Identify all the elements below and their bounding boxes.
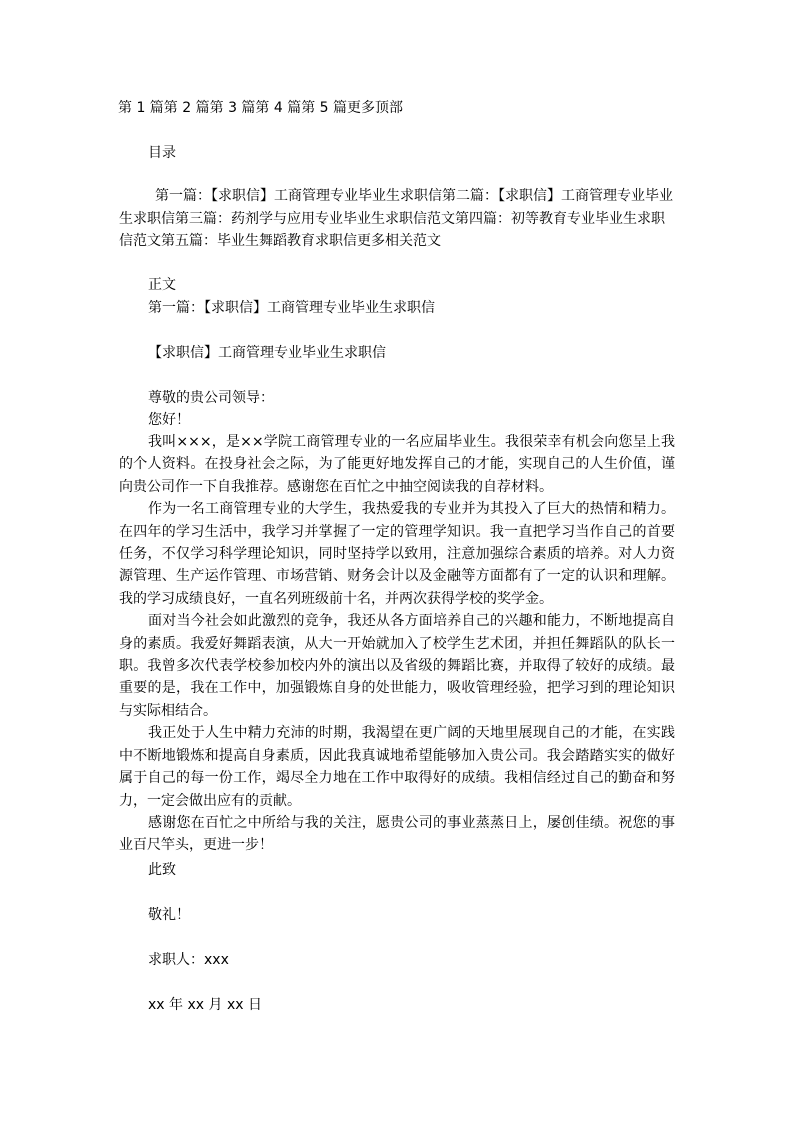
letter-closing: 此致 [148, 862, 176, 878]
letter-title: 【求职信】工商管理专业毕业生求职信 [148, 345, 386, 361]
toc-entries-text: 第一篇：【求职信】工商管理专业毕业生求职信第二篇：【求职信】工商管理专业毕业生求职信第三篇：药剂学与应用专业毕业生求职信范文第四篇：初等教育专业毕业生求职信范文第五篇：毕业生舞蹈教育求职信更多相关范文 [119, 188, 673, 249]
letter-paragraph: 我正处于人生中精力充沛的时期，我渴望在更广阔的天地里展现自己的才能，在实践中不断地锻炼和提高自身素质，因此我真诚地希望能够加入贵公司。我会踏踏实实的做好属于自己的每一份工作，竭尽全力地在工作中取得好的成绩。我相信经过自己的勤奋和努力，一定会做出应有的贡献。 [119, 725, 675, 809]
letter-paragraph: 我叫×××，是××学院工商管理专业的一名应届毕业生。我很荣幸有机会向您呈上我的个人资料。在投身社会之际，为了能更好地发挥自己的才能，实现自己的人生价值，谨向贵公司作一下自我推荐。感谢您在百忙之中抽空阅读我的自荐材料。 [119, 434, 675, 495]
letter-applicant: 求职人：xxx [148, 952, 229, 968]
article-heading: 第一篇：【求职信】工商管理专业毕业生求职信 [148, 300, 435, 316]
letter-regards: 敬礼！ [148, 907, 190, 923]
toc-title: 目录 [148, 145, 176, 161]
letter-date: xx 年 xx 月 xx 日 [148, 997, 262, 1013]
letter-paragraph: 作为一名工商管理专业的大学生，我热爱我的专业并为其投入了巨大的热情和精力。在四年的学习生活中，我学习并掌握了一定的管理学知识。我一直把学习当作自己的首要任务，不仅学习科学理论知识，同时坚持学以致用，注意加强综合素质的培养。对人力资源管理、生产运作管理、市场营销、财务会计以及金融等方面都有了一定的认识和理解。我的学习成绩良好，一直名列班级前十名，并两次获得学校的奖学金。 [119, 501, 675, 607]
letter-body [119, 431, 675, 857]
main-title: 正文 [148, 277, 176, 293]
letter-salutation: 尊敬的贵公司领导： [148, 390, 274, 406]
letter-paragraph: 面对当今社会如此激烈的竞争，我还从各方面培养自己的兴趣和能力，不断地提高自身的素质。我爱好舞蹈表演，从大一开始就加入了校学生艺术团，并担任舞蹈队的队长一职。我曾多次代表学校参加校内外的演出以及省级的舞蹈比赛，并取得了较好的成绩。最重要的是，我在工作中，加强锻炼自身的处世能力，吸收管理经验，把学习到的理论知识与实际相结合。 [119, 613, 675, 719]
letter-greeting: 您好！ [148, 412, 190, 428]
letter-paragraph: 感谢您在百忙之中所给与我的关注，愿贵公司的事业蒸蒸日上，屡创佳绩。祝您的事业百尺竿头，更进一步！ [119, 814, 675, 854]
toc-entries [119, 185, 675, 253]
chapter-nav[interactable]: 第 1 篇第 2 篇第 3 篇第 4 篇第 5 篇更多顶部 [118, 100, 404, 116]
